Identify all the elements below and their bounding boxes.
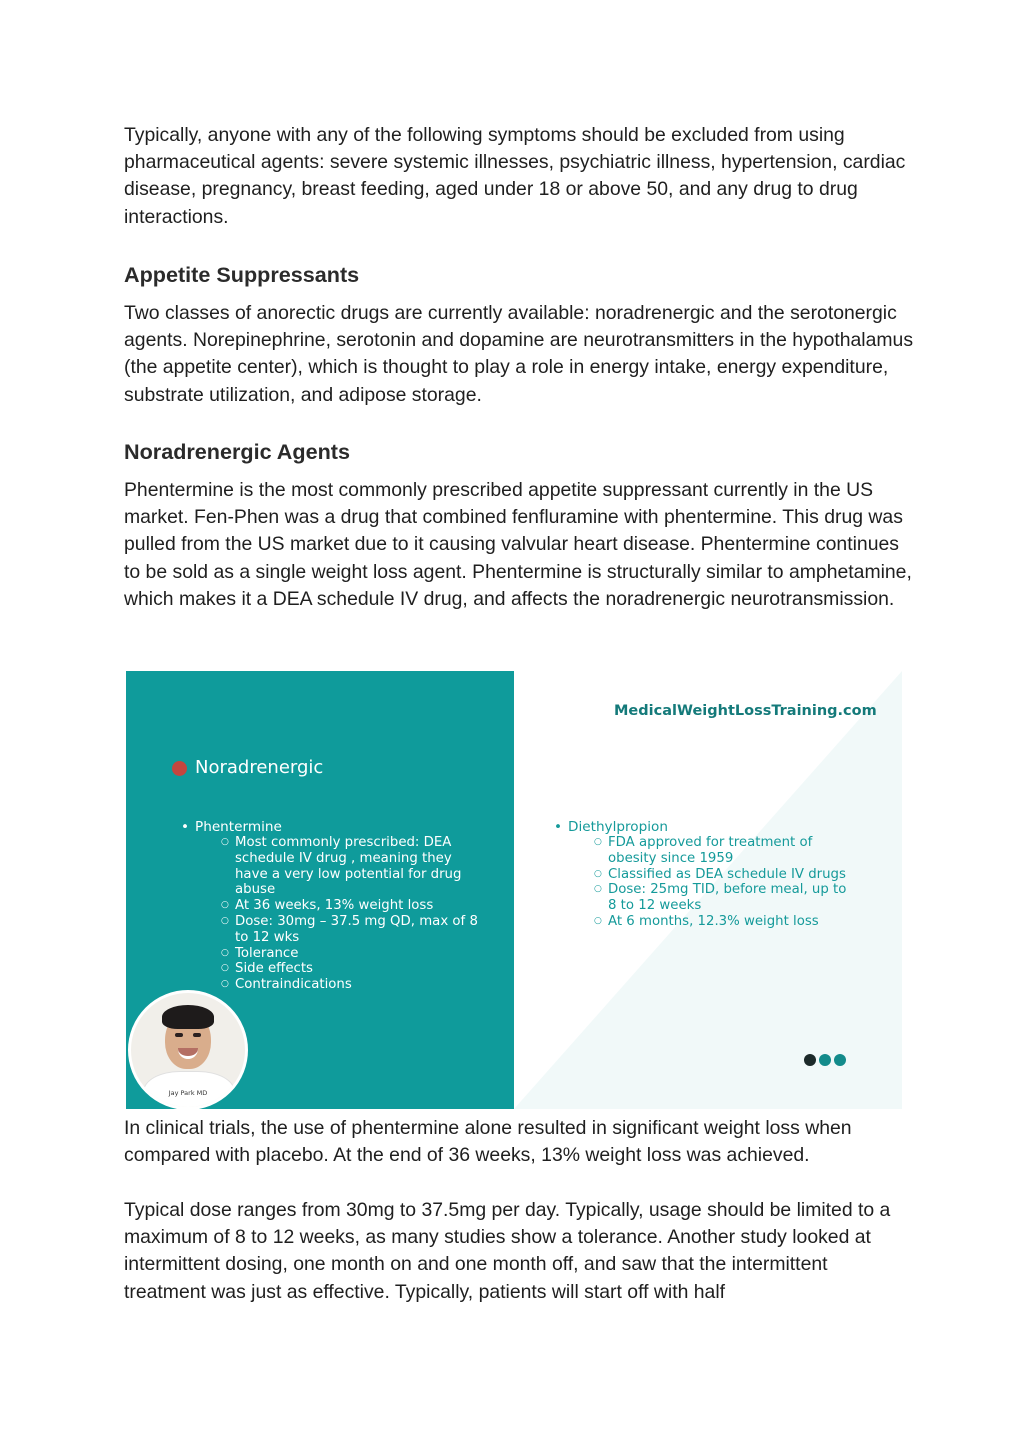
presenter-avatar bbox=[128, 990, 248, 1109]
slide-left-panel bbox=[126, 671, 514, 1109]
list-item: ○ At 6 months, 12.3% weight loss bbox=[568, 914, 854, 930]
heading-noradrenergic-agents: Noradrenergic Agents bbox=[124, 439, 350, 464]
dot-icon bbox=[834, 1054, 846, 1066]
list-item: ○ FDA approved for treatment of obesity since 1959 bbox=[568, 835, 854, 867]
intro-paragraph: Typically, anyone with any of the following symptoms should be excluded from using pharmaceutical agents: severe systemic illnesses, psychiatric illness, hypertension, cardiac disease, pregnancy, breast feeding, aged under 18 or above 50, and any drug to drug interactions. bbox=[124, 124, 906, 228]
phentermine-paragraph: Phentermine is the most commonly prescribed appetite suppressant currently in the US market. Fen-Phen was a drug that combined fenfluramine with phentermine. This drug was pulled from the US market due to it causing valvular heart disease. Phentermine continues to be sold as a single weight loss agent. Phentermine is structurally similar to amphetamine, which makes it a DEA schedule IV drug, and affects the noradrenergic neurotransmission. bbox=[124, 479, 912, 610]
list-item: ○ At 36 weeks, 13% weight loss bbox=[195, 898, 481, 914]
list-heading-label: Diethylpropion bbox=[568, 819, 668, 835]
brand-label: MedicalWeightLossTraining.com bbox=[614, 703, 877, 719]
list-heading-phentermine bbox=[181, 819, 481, 993]
list-item: ○ Dose: 25mg TID, before meal, up to 8 to 12 weeks bbox=[568, 882, 854, 914]
list-item: ○ Contraindications bbox=[195, 977, 481, 993]
slide-image bbox=[126, 671, 902, 1109]
red-dot-icon bbox=[172, 761, 187, 776]
dose-paragraph: Typical dose ranges from 30mg to 37.5mg per day. Typically, usage should be limited to a maximum of 8 to 12 weeks, as many studies show a tolerance. Another study looked at intermittent dosing, one month on and one month off, and saw that the intermittent treatment was just as effective. Typically, patients will start off with half bbox=[124, 1199, 891, 1303]
heading-appetite-suppressants: Appetite Suppressants bbox=[124, 262, 360, 287]
presenter-label: Jay Park MD bbox=[168, 1089, 208, 1097]
list-item: ○ Classified as DEA schedule IV drugs bbox=[568, 867, 854, 883]
diethylpropion-list bbox=[554, 819, 854, 930]
slide-dots bbox=[804, 1053, 849, 1071]
list-heading-label: Phentermine bbox=[195, 819, 282, 835]
list-heading-diethylpropion bbox=[554, 819, 854, 930]
dot-icon bbox=[819, 1054, 831, 1066]
hair-shape bbox=[162, 1005, 214, 1029]
eye-shape bbox=[193, 1033, 201, 1037]
phentermine-list bbox=[181, 819, 481, 993]
list-item: ○ Tolerance bbox=[195, 946, 481, 962]
eye-shape bbox=[175, 1033, 183, 1037]
slide-right-panel bbox=[514, 671, 902, 1109]
list-item: ○ Side effects bbox=[195, 961, 481, 977]
list-item: ○ Dose: 30mg – 37.5 mg QD, max of 8 to 12 wks bbox=[195, 914, 481, 946]
clinical-trials-paragraph: In clinical trials, the use of phentermine alone resulted in significant weight loss when compared with placebo. At the end of 36 weeks, 13% weight loss was achieved. bbox=[124, 1117, 852, 1167]
appetite-paragraph: Two classes of anorectic drugs are currently available: noradrenergic and the serotonergic agents. Norepinephrine, serotonin and dopamine are neurotransmitters in the hypothalamus (the appetite center), which is thought to play a role in energy intake, energy expenditure, substrate utilization, and adipose storage. bbox=[124, 302, 914, 406]
dot-icon bbox=[804, 1054, 816, 1066]
list-item: ○ Most commonly prescribed: DEA schedule IV drug , meaning they have a very low potential for drug abuse bbox=[195, 835, 481, 898]
slide-title: Noradrenergic bbox=[195, 757, 324, 778]
